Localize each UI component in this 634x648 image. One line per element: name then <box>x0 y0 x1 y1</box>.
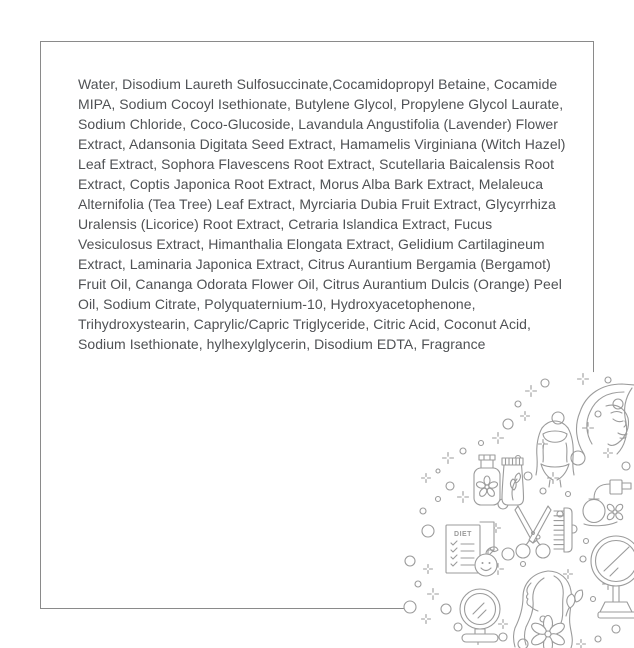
ingredient-line: Sodium Isethionate, hylhexylglycerin, Disodium EDTA, Fragrance <box>78 336 486 352</box>
compact-mirror-icon <box>460 589 500 642</box>
ingredient-line: Oil, Sodium Citrate, Polyquaternium-10, Hydroxyacetophenone, <box>78 296 476 312</box>
ingredient-line: Uralensis (Licorice) Root Extract, Cetraria Islandica Extract, Fucus <box>78 216 493 232</box>
beauty-icons-illustration <box>388 358 634 648</box>
ingredient-line: Alternifolia (Tea Tree) Leaf Extract, Myrciaria Dubia Fruit Extract, Glycyrrhiza <box>78 196 556 212</box>
diet-plan-icon <box>446 522 498 576</box>
ingredients-text <box>78 74 583 354</box>
cosmetic-tube-icon <box>502 458 524 505</box>
ingredient-line: Leaf Extract, Sophora Flavescens Root Extract, Scutellaria Baicalensis Root <box>78 156 555 172</box>
ingredient-line: Sodium Chloride, Coco-Glucoside, Lavandula Angustifolia (Lavender) Flower <box>78 116 558 132</box>
ingredient-line: Trihydroxystearin, Caprylic/Capric Triglyceride, Citric Acid, Coconut Acid, <box>78 316 531 332</box>
ingredient-line: Extract, Adansonia Digitata Seed Extract, Hamamelis Virginiana (Witch Hazel) <box>78 136 566 152</box>
ingredient-line: Extract, Coptis Japonica Root Extract, Morus Alba Bark Extract, Melaleuca <box>78 176 544 192</box>
ingredient-line: MIPA, Sodium Cocoyl Isethionate, Butylene Glycol, Propylene Glycol Laurate, <box>78 96 564 112</box>
ingredient-line: Water, Disodium Laureth Sulfosuccinate,Cocamidopropyl Betaine, Cocamide <box>78 76 558 92</box>
ingredient-line: Fruit Oil, Cananga Odorata Flower Oil, Citrus Aurantium Dulcis (Orange) Peel <box>78 276 562 292</box>
diet-label: DIET <box>454 531 472 538</box>
ingredient-line: Extract, Laminaria Japonica Extract, Citrus Aurantium Bergamia (Bergamot) <box>78 256 551 272</box>
ingredient-line: Vesiculosus Extract, Himanthalia Elongata Extract, Gelidium Cartilagineum <box>78 236 545 252</box>
